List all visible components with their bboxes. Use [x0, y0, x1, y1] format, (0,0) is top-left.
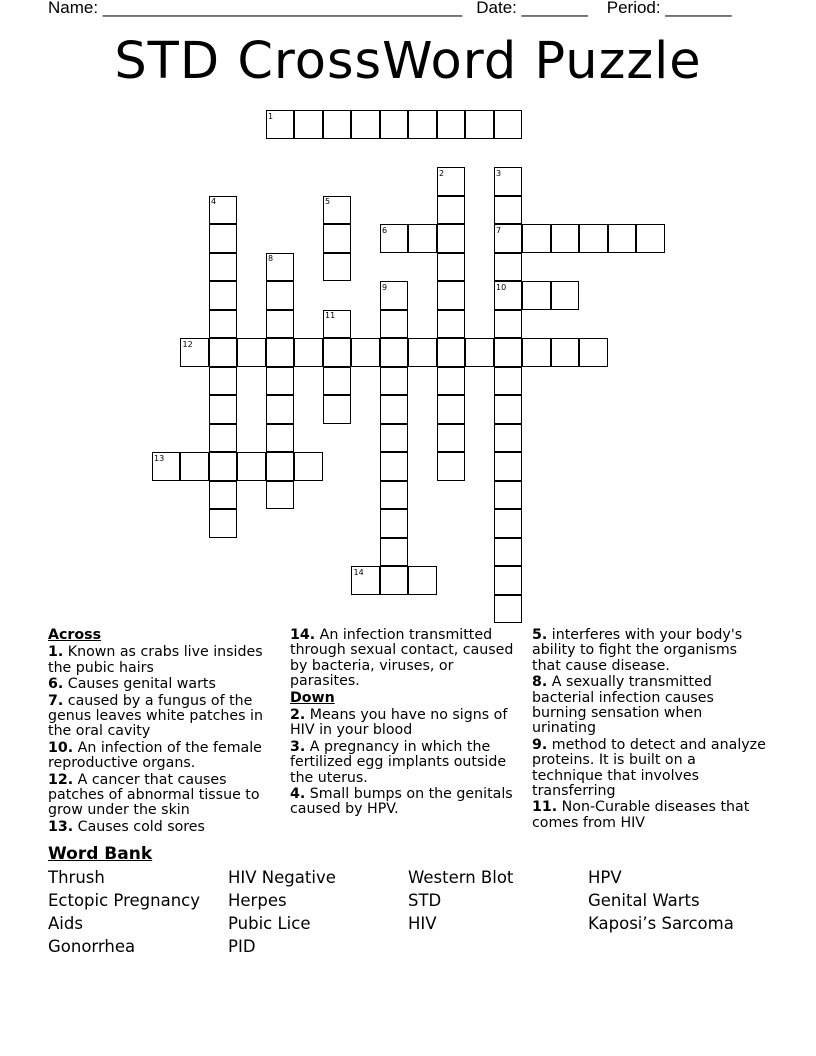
grid-cell[interactable] [408, 224, 437, 253]
clues-column-middle [290, 628, 526, 819]
across-clue [290, 628, 526, 690]
grid-cell[interactable] [551, 281, 580, 310]
period-label: Period: [606, 0, 661, 17]
name-label: Name: [48, 0, 99, 17]
word-bank-item: Ectopic Pregnancy [48, 891, 201, 910]
grid-cell[interactable] [209, 281, 238, 310]
down-clue [290, 740, 526, 786]
across-heading: Across [48, 627, 102, 643]
grid-cell[interactable] [266, 424, 295, 453]
down-clue [290, 708, 526, 739]
clue-number-label: 9 [382, 282, 388, 292]
clue-number: 9. [532, 736, 548, 753]
grid-cell[interactable] [408, 338, 437, 367]
clue-text: An infection of the female reproductive organs. [48, 739, 262, 772]
clue-number: 1. [48, 644, 64, 661]
grid-cell[interactable] [266, 281, 295, 310]
word-bank-heading: Word Bank [48, 844, 153, 864]
word-bank-item: Western Blot [408, 868, 514, 887]
grid-cell[interactable] [522, 338, 551, 367]
clue-text: Means you have no signs of HIV in your blood [290, 707, 508, 739]
clue-number-label: 10 [496, 282, 507, 292]
clue-text: Known as crabs live insides the pubic hairs [48, 644, 263, 676]
clue-number: 5. [532, 627, 548, 643]
grid-cell[interactable] [380, 452, 409, 481]
grid-cell[interactable] [437, 424, 466, 453]
clue-number-label: 1 [268, 111, 274, 121]
down-clue [532, 675, 768, 737]
across-clues-column [48, 628, 284, 836]
clue-number-label: 5 [325, 197, 331, 206]
grid-cell[interactable] [294, 338, 323, 367]
grid-cell[interactable] [494, 110, 523, 139]
grid-cell[interactable] [266, 367, 295, 396]
down-clue [532, 628, 768, 674]
grid-cell[interactable] [351, 338, 380, 367]
grid-cell[interactable] [380, 338, 409, 367]
grid-cell[interactable] [437, 196, 466, 225]
clue-number: 12. [48, 771, 74, 788]
clue-text: method to detect and analyze proteins. It is built on a technique that involves transferring [532, 736, 766, 800]
clue-text: caused by a fungus of the genus leaves white patches in the oral cavity [48, 692, 263, 740]
grid-cell[interactable] [494, 452, 523, 481]
grid-cell[interactable] [266, 395, 295, 424]
clue-number: 10. [48, 739, 74, 756]
grid-cell[interactable] [294, 110, 323, 139]
grid-cell[interactable] [180, 452, 209, 481]
down-clue [532, 800, 768, 831]
clue-number-label: 14 [353, 567, 364, 577]
across-clue [48, 645, 284, 676]
grid-cell[interactable] [437, 452, 466, 481]
grid-cell[interactable] [209, 224, 238, 253]
clue-number: 3. [290, 738, 306, 755]
grid-cell[interactable] [551, 224, 580, 253]
word-bank-item: Gonorrhea [48, 937, 136, 956]
clue-number: 4. [290, 786, 306, 803]
grid-cell[interactable] [266, 310, 295, 339]
grid-cell[interactable] [323, 395, 352, 424]
clue-number-label: 8 [268, 254, 274, 263]
clue-text: interferes with your body's ability to fight the organisms that cause disease. [532, 627, 743, 674]
clue-text: Causes cold sores [77, 818, 205, 835]
down-clue [532, 738, 768, 800]
grid-cell[interactable] [494, 338, 523, 367]
grid-cell[interactable] [323, 338, 352, 367]
period-blank[interactable]: _______ [665, 0, 732, 17]
clue-number: 11. [532, 799, 558, 816]
clue-text: An infection transmitted through sexual contact, caused by bacteria, viruses, or parasites. [290, 627, 514, 690]
grid-cell[interactable] [408, 110, 437, 139]
grid-cell[interactable] [437, 253, 466, 282]
grid-cell[interactable] [209, 424, 238, 453]
word-bank-item: Herpes [228, 891, 287, 910]
grid-cell[interactable] [266, 338, 295, 367]
down-clues-column [532, 628, 768, 832]
word-bank-item: Kaposi’s Sarcoma [588, 914, 734, 933]
clue-text: A sexually transmitted bacterial infection causes burning sensation when urinating [532, 674, 714, 737]
grid-cell[interactable] [294, 452, 323, 481]
grid-cell[interactable] [266, 481, 295, 510]
down-clue [290, 787, 526, 818]
grid-cell[interactable] [494, 595, 523, 624]
grid-cell[interactable] [380, 367, 409, 396]
grid-cell[interactable] [437, 224, 466, 253]
clue-text: Causes genital warts [67, 676, 216, 693]
grid-cell[interactable] [266, 452, 295, 481]
grid-cell[interactable] [380, 538, 409, 567]
grid-cell[interactable] [437, 310, 466, 339]
grid-cell[interactable] [237, 338, 266, 367]
across-clue [48, 773, 284, 819]
date-blank[interactable]: _______ [521, 0, 588, 17]
grid-cell[interactable] [209, 253, 238, 282]
grid-cell[interactable] [380, 310, 409, 339]
grid-cell[interactable] [209, 338, 238, 367]
clue-number-label: 4 [211, 197, 217, 206]
clue-number: 14. [290, 627, 316, 643]
grid-cell[interactable] [494, 196, 523, 225]
grid-cell[interactable] [323, 253, 352, 282]
grid-cell[interactable] [380, 566, 409, 595]
clue-number-label: 13 [154, 453, 165, 463]
page-title: STD CrossWord Puzzle [114, 32, 702, 91]
word-bank [48, 868, 768, 956]
grid-cell[interactable] [237, 452, 266, 481]
down-heading: Down [290, 689, 335, 706]
word-bank-item: HPV [588, 868, 622, 887]
grid-cell[interactable] [380, 424, 409, 453]
across-clue [48, 677, 284, 692]
clue-text: A cancer that causes patches of abnormal tissue to grow under the skin [48, 771, 260, 819]
clue-text: A pregnancy in which the fertilized egg implants outside the uterus. [290, 738, 507, 786]
word-bank-item: HIV [408, 914, 437, 933]
clue-number-label: 2 [439, 168, 445, 178]
grid-cell[interactable] [351, 110, 380, 139]
grid-cell[interactable] [380, 395, 409, 424]
grid-cell[interactable] [522, 224, 551, 253]
clue-number: 6. [48, 676, 64, 693]
grid-cell[interactable] [380, 110, 409, 139]
grid-cell[interactable] [579, 338, 608, 367]
date-label: Date: [476, 0, 517, 17]
grid-cell[interactable] [465, 338, 494, 367]
clue-number-label: 6 [382, 225, 388, 235]
grid-cell[interactable] [636, 224, 665, 253]
grid-cell[interactable] [437, 338, 466, 367]
grid-cell[interactable] [209, 452, 238, 481]
word-bank-item: PID [228, 937, 256, 956]
grid-cell[interactable] [465, 110, 494, 139]
clue-number: 13. [48, 818, 74, 835]
across-clue [48, 741, 284, 772]
grid-cell[interactable] [608, 224, 637, 253]
word-bank-item: STD [408, 891, 442, 910]
name-blank[interactable]: ______________________________________ [102, 0, 463, 17]
grid-cell[interactable] [437, 367, 466, 396]
grid-cell[interactable] [579, 224, 608, 253]
grid-cell[interactable] [209, 367, 238, 396]
grid-cell[interactable] [408, 566, 437, 595]
clue-number: 7. [48, 692, 64, 709]
grid-cell[interactable] [323, 110, 352, 139]
clue-number-label: 11 [325, 311, 336, 320]
grid-cell[interactable] [209, 395, 238, 424]
grid-cell[interactable] [437, 395, 466, 424]
grid-cell[interactable] [437, 281, 466, 310]
grid-cell[interactable] [494, 424, 523, 453]
across-clue [48, 820, 284, 835]
word-bank-item: Genital Warts [588, 891, 700, 910]
clue-number-label: 12 [182, 339, 193, 349]
grid-cell[interactable] [551, 338, 580, 367]
clue-text: Non-Curable diseases that comes from HIV [532, 799, 750, 831]
grid-cell[interactable] [209, 509, 238, 538]
grid-cell[interactable] [323, 367, 352, 396]
grid-cell[interactable] [494, 367, 523, 396]
across-clue [48, 694, 284, 740]
grid-cell[interactable] [323, 224, 352, 253]
word-bank-item: HIV Negative [228, 868, 336, 887]
grid-cell[interactable] [494, 509, 523, 538]
grid-cell[interactable] [522, 281, 551, 310]
word-bank-item: Aids [48, 914, 83, 933]
grid-cell[interactable] [380, 509, 409, 538]
grid-cell[interactable] [209, 310, 238, 339]
grid-cell[interactable] [494, 395, 523, 424]
grid-cell[interactable] [494, 310, 523, 339]
grid-cell[interactable] [494, 253, 523, 282]
clue-number-label: 3 [496, 168, 502, 178]
grid-cell[interactable] [437, 110, 466, 139]
word-bank-item: Thrush [48, 868, 105, 887]
grid-cell[interactable] [209, 481, 238, 510]
clue-number: 2. [290, 707, 306, 724]
word-bank-item: Pubic Lice [228, 914, 311, 933]
grid-cell[interactable] [380, 481, 409, 510]
grid-cell[interactable] [494, 481, 523, 510]
clue-number: 8. [532, 674, 548, 691]
clue-text: Small bumps on the genitals caused by HPV. [290, 786, 513, 818]
grid-cell[interactable] [494, 566, 523, 595]
clue-number-label: 7 [496, 225, 502, 235]
grid-cell[interactable] [494, 538, 523, 567]
